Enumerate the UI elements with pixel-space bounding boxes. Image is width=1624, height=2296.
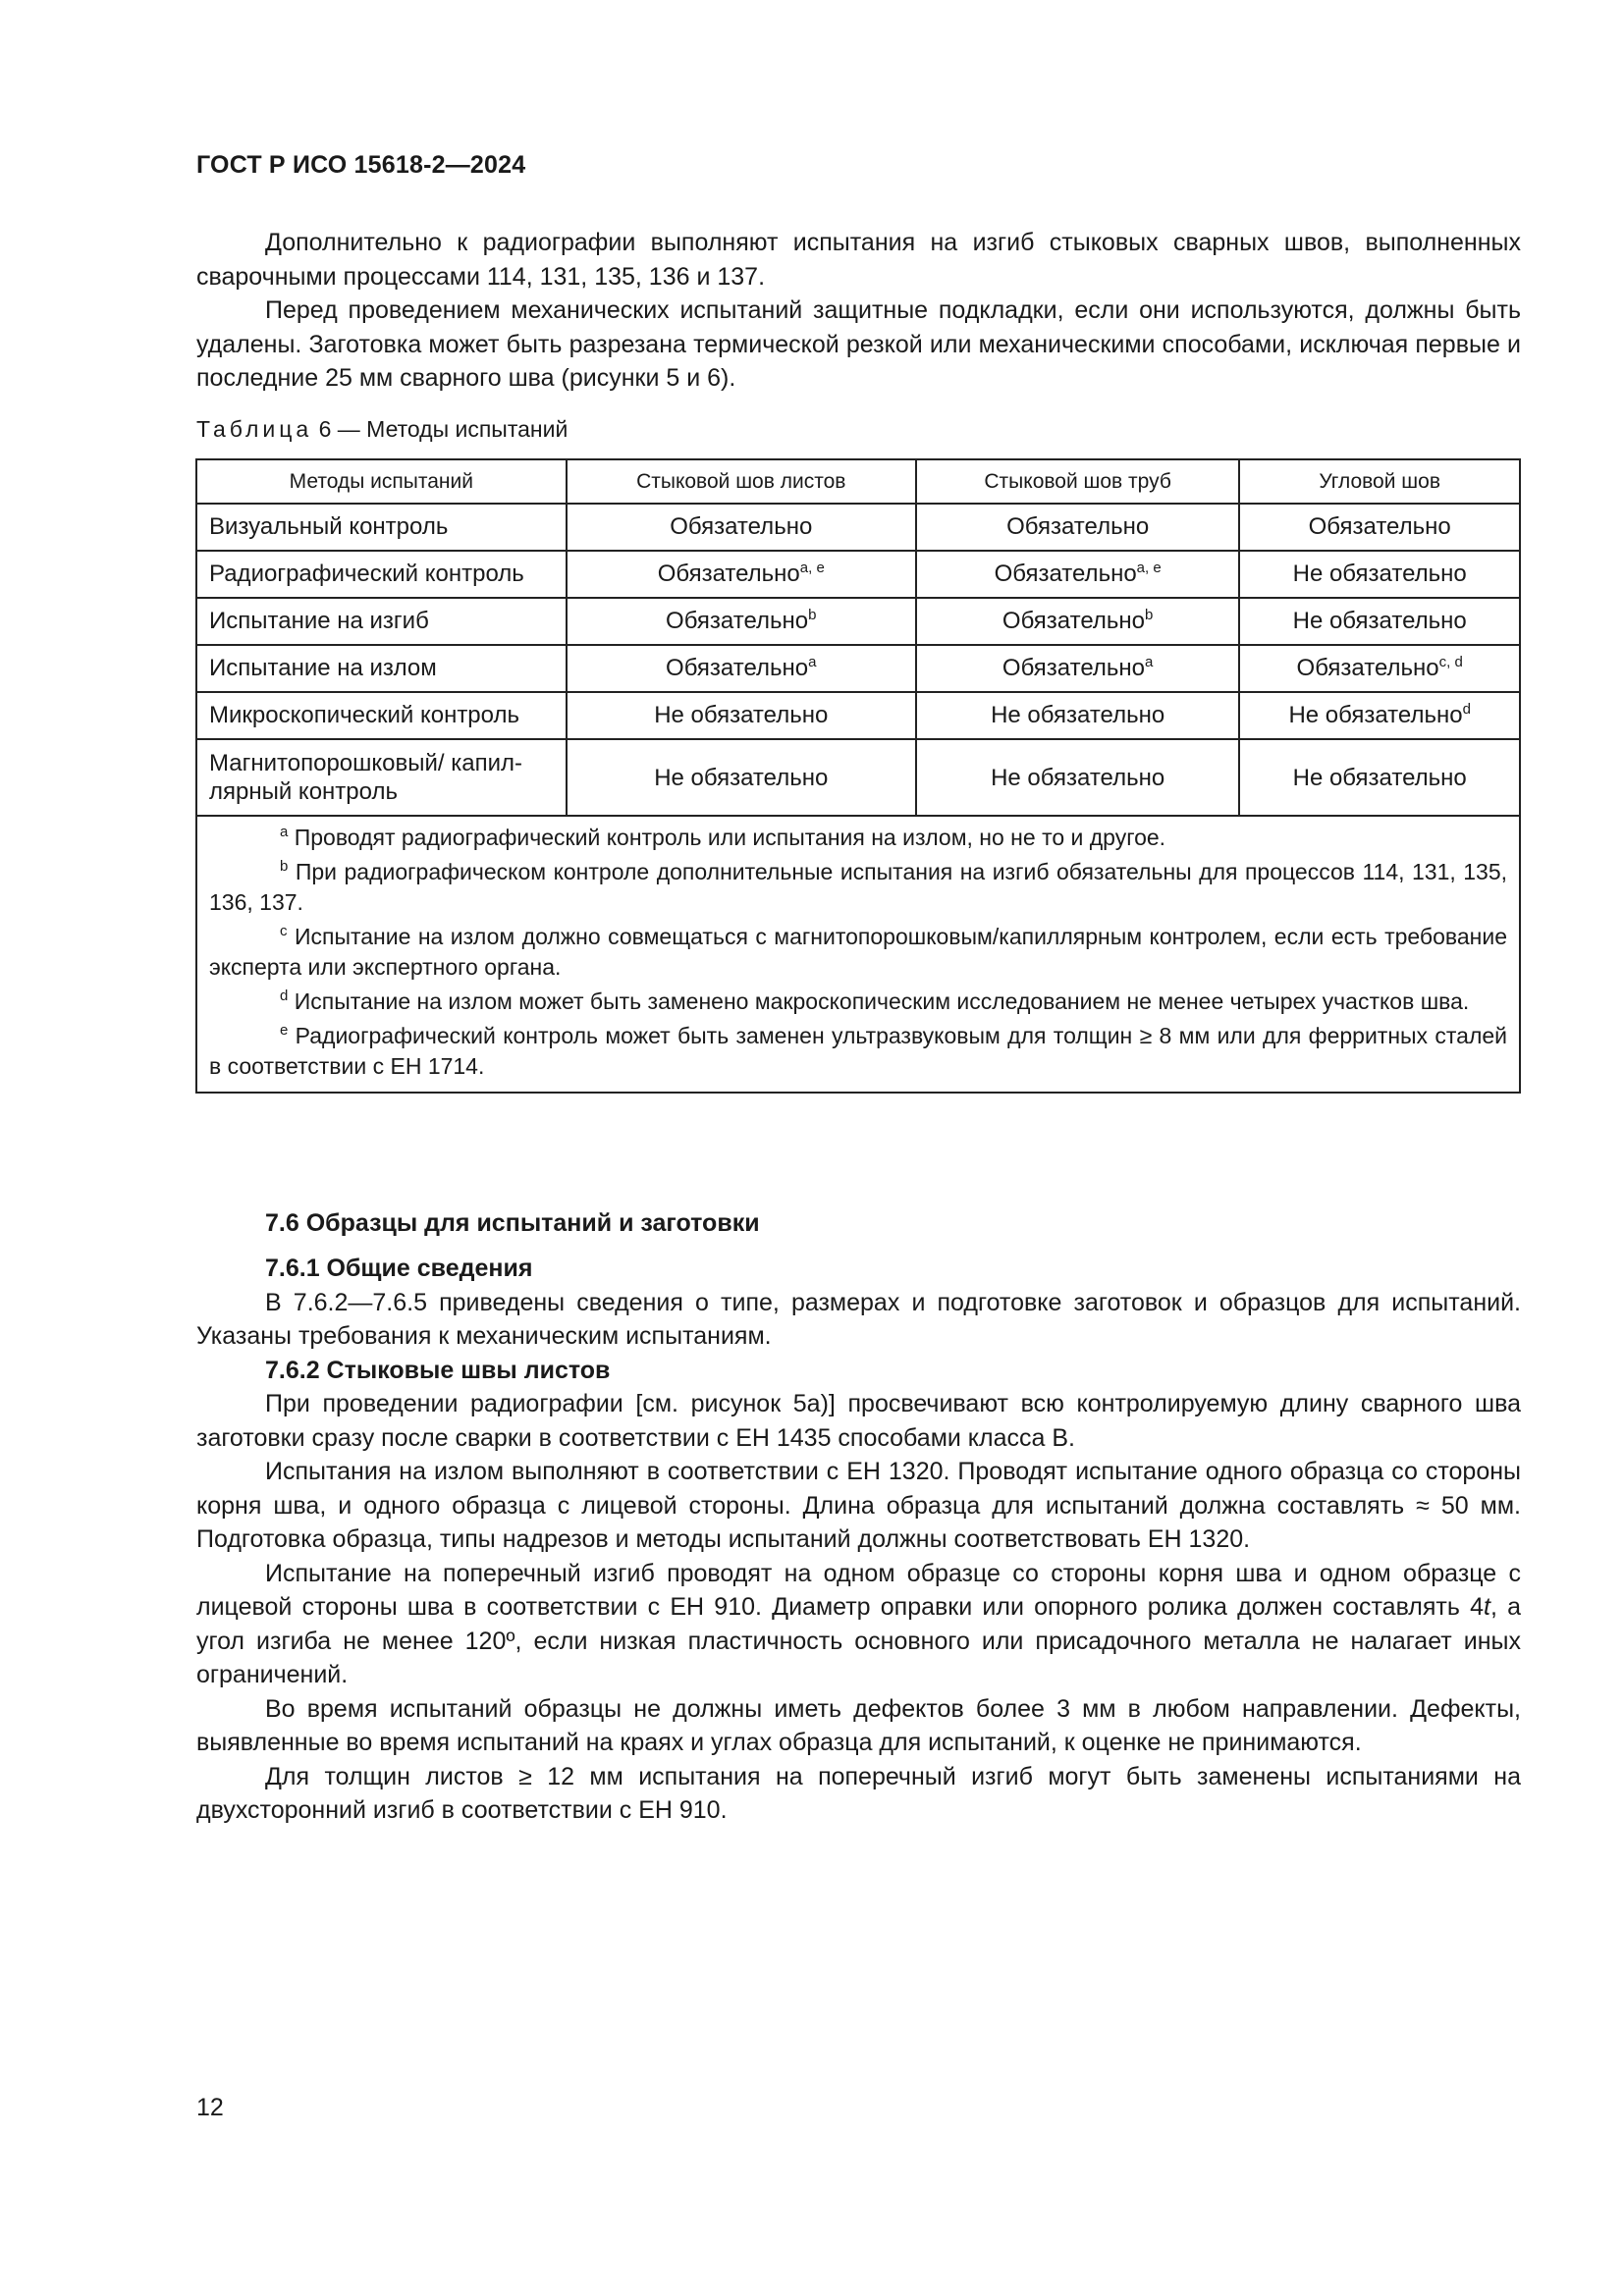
paragraph: Для толщин листов ≥ 12 мм испытания на поперечный изгиб могут быть заменены испытаниями на двухсторонний изгиб в соответствии с ЕН 910. [196, 1762, 1521, 1824]
value-cell: Не обязательно [1239, 739, 1520, 816]
value-cell: Обязательно [567, 504, 916, 551]
table-caption-word: Таблица [196, 416, 313, 442]
paragraph: Испытания на излом выполняют в соответствии с ЕН 1320. Проводят испытание одного образца со стороны корня шва, и одного образца с лицевой стороны. Длина образца для испытаний должна составлять ≈ 50 мм. Подготовка образца, типы надрезов и методы испытаний должны соответствовать ЕН 1320. [196, 1458, 1521, 1553]
paragraph: В 7.6.2—7.6.5 приведены сведения о типе, размерах и подготовке заготовок и образцов для испытаний. Указаны требования к механическим испытаниям. [196, 1288, 1521, 1350]
table-header-row [196, 459, 1520, 504]
table-row [196, 504, 1520, 551]
method-cell: Радиографический контроль [196, 551, 567, 598]
method-cell: Визуальный контроль [196, 504, 567, 551]
table-caption-title: 6 — Методы испытаний [312, 416, 568, 442]
value-cell: Не обязательно [567, 739, 916, 816]
paragraph: Дополнительно к радиографии выполняют испытания на изгиб стыковых сварных швов, выполненных сварочными процессами 114, 131, 135, 136 и 137. [196, 229, 1521, 291]
value-cell: Обязательно$^{c, d}$ [1239, 645, 1520, 692]
method-cell: Испытание на изгиб [196, 598, 567, 645]
section-7-6-text [196, 1252, 1521, 1828]
value-cell: Не обязательно [916, 739, 1239, 816]
test-methods-table [195, 458, 1521, 1094]
paragraph: Испытание на поперечный изгиб проводят на одном образце со стороны корня шва и одном образце с лицевой стороны шва в соответствии с ЕН 910. Диаметр оправки или опорного ролика должен составлять 4t, а угол изгиба не менее 120º, если низкая пластичность основного или присадочного металла не налагает иных ограничений. [196, 1559, 1521, 1688]
column-header: Угловой шов [1239, 459, 1520, 504]
table-row [196, 551, 1520, 598]
value-cell: Обязательно$^a$ [916, 645, 1239, 692]
table-row [196, 598, 1520, 645]
paragraph: Во время испытаний образцы не должны иметь дефектов более 3 мм в любом направлении. Дефекты, выявленные во время испытаний на краях и углах образца для испытаний, к оценке не принимаются. [196, 1694, 1521, 1756]
footnote: $^e$ Радиографический контроль может быть заменен ультразвуковым для толщин ≥ 8 мм или для ферритных сталей в соответствии с ЕН 1714. [209, 1022, 1508, 1079]
value-cell: Не обязательно [916, 692, 1239, 739]
value-cell: Не обязательно$^d$ [1239, 692, 1520, 739]
table-row [196, 692, 1520, 739]
section-heading: 7.6 Образцы для испытаний и заготовки [265, 1209, 760, 1237]
value-cell: Обязательно$^{a, e}$ [916, 551, 1239, 598]
value-cell: Не обязательно [1239, 551, 1520, 598]
intro-text [196, 226, 1521, 396]
value-cell: Обязательно$^b$ [567, 598, 916, 645]
page-number: 12 [196, 2094, 224, 2121]
subsection-heading: 7.6.1 Общие сведения [265, 1255, 533, 1282]
table-row [196, 739, 1520, 816]
footnote: $^b$ При радиографическом контроле дополнительные испытания на изгиб обязательны для процессов 114, 131, 135, 136, 137. [209, 858, 1508, 915]
value-cell: Обязательно$^b$ [916, 598, 1239, 645]
table-notes-row [196, 816, 1520, 1093]
paragraph: При проведении радиографии [см. рисунок 5а)] просвечивают всю контролируемую длину сварного шва заготовки сразу после сварки в соответствии с ЕН 1435 способами класса В. [196, 1390, 1521, 1452]
value-cell: Обязательно [1239, 504, 1520, 551]
footnote: $^d$ Испытание на излом может быть заменено макроскопическим исследованием не менее четырех участков шва. [280, 988, 1470, 1014]
document-header: ГОСТ Р ИСО 15618-2—2024 [196, 151, 526, 179]
column-header: Стыковой шов листов [567, 459, 916, 504]
value-cell: Не обязательно [1239, 598, 1520, 645]
value-cell: Обязательно$^{a, e}$ [567, 551, 916, 598]
value-cell: Обязательно [916, 504, 1239, 551]
value-cell: Обязательно$^a$ [567, 645, 916, 692]
method-cell: Магнитопорошковый/ капил- лярный контроль [196, 739, 567, 816]
footnote: $^a$ Проводят радиографический контроль или испытания на излом, но не то и другое. [280, 824, 1166, 850]
subsection-heading: 7.6.2 Стыковые швы листов [265, 1356, 611, 1384]
method-cell: Испытание на излом [196, 645, 567, 692]
table-row [196, 645, 1520, 692]
value-cell: Не обязательно [567, 692, 916, 739]
footnote: $^c$ Испытание на излом должно совмещаться с магнитопорошковым/капиллярным контролем, если есть требование эксперта или экспертного органа. [209, 923, 1507, 980]
table-footnotes [196, 816, 1520, 1093]
paragraph: Перед проведением механических испытаний защитные подкладки, если они используются, должны быть удалены. Заготовка может быть разрезана термической резкой или механическими способами, исключая первые и последние 25 мм сварного шва (рисунки 5 и 6). [196, 296, 1521, 392]
column-header: Стыковой шов труб [916, 459, 1239, 504]
method-cell: Микроскопический контроль [196, 692, 567, 739]
table-caption [196, 416, 568, 443]
column-header: Методы испытаний [196, 459, 567, 504]
